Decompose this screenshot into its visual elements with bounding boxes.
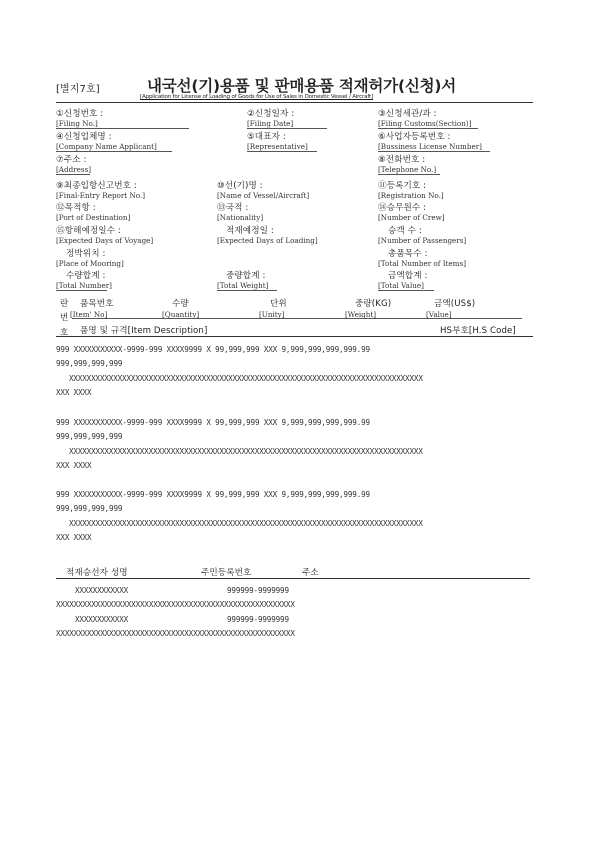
total-number-label: 수량합계 : — [66, 271, 106, 281]
filing-no-label-en: [Filing No.] — [56, 119, 98, 128]
total-items-label-en: [Total Number of Items] — [378, 259, 466, 268]
filing-date-label: ②신청일자 : — [247, 109, 295, 119]
underline — [378, 128, 478, 129]
mooring-label-en: [Place of Mooring] — [56, 259, 124, 268]
loader-address: XXXXXXXXXXXXXXXXXXXXXXXXXXXXXXXXXXXXXXXXXXXXXXXXXXXXXX — [56, 629, 295, 638]
row-line-2: 999,999,999,999 — [56, 504, 123, 513]
loader-header-rule — [56, 578, 530, 579]
col-value-header: 금액(US$) — [434, 299, 476, 309]
loader-name-header: 적재승선자 성명 — [66, 568, 128, 578]
representative-label: ⑤대표자 : — [247, 132, 286, 142]
underline — [247, 151, 317, 152]
col-item-no-header-en: [Item' No] — [70, 310, 108, 319]
col-quantity-header-en: [Quantity] — [162, 310, 200, 319]
voyage-days-label: ⑮항해예정일수 : — [56, 226, 121, 236]
row-description: XXXXXXXXXXXXXXXXXXXXXXXXXXXXXXXXXXXXXXXXXXXXXXXXXXXXXXXXXXXXXXXXXXXXXXXXXXXXXXXX — [69, 374, 423, 383]
address-label: ⑦주소 : — [56, 155, 87, 165]
row-description: XXXXXXXXXXXXXXXXXXXXXXXXXXXXXXXXXXXXXXXXXXXXXXXXXXXXXXXXXXXXXXXXXXXXXXXXXXXXXXXX — [69, 447, 423, 456]
loader-id: 999999-9999999 — [227, 615, 289, 624]
underline — [247, 128, 327, 129]
col-unit-header-en: [Unity] — [259, 310, 285, 319]
page-subtitle: [Application for License of Loading of Goods for Use of Sales in Domestic Vessel / Aircraft] — [140, 94, 374, 100]
col-item-no-header: 품목번호 — [80, 299, 114, 309]
col-weight-header-en: [Weight] — [345, 310, 377, 319]
representative-label-en: [Representative] — [247, 142, 308, 151]
header-divider — [72, 318, 522, 319]
loader-id: 999999-9999999 — [227, 586, 289, 595]
total-number-label-en: [Total Number] — [56, 281, 112, 290]
col-ran-header: 란 — [60, 299, 69, 309]
underline — [56, 174, 90, 175]
table-header-bottom-rule — [56, 336, 533, 337]
final-entry-label-en: [Final-Entry Report No.] — [56, 191, 146, 200]
nationality-label-en: [Nationality] — [217, 213, 264, 222]
col-unit-header: 단위 — [270, 299, 287, 309]
registration-label-en: [Registration No.] — [378, 191, 444, 200]
underline — [378, 174, 440, 175]
row-line-2: 999,999,999,999 — [56, 432, 123, 441]
col-hs-header: HS부호[H.S Code] — [440, 326, 516, 336]
form-number: [별지7호] — [56, 84, 100, 95]
loader-address-header: 주소 — [302, 568, 319, 578]
company-label: ④신청업체명 : — [56, 132, 112, 142]
underline — [56, 128, 189, 129]
row-line-1: 999 XXXXXXXXXXX-9999-999 XXXX9999 X 99,999,999 XXX 9,999,999,999,999.99 — [56, 345, 370, 354]
underline — [378, 151, 490, 152]
loader-id-header: 주민등록번호 — [201, 568, 252, 578]
page-title: 내국선(기)용품 및 판매용품 적재허가(신청)서 — [147, 77, 457, 95]
final-entry-label: ⑨최종입항신고번호 : — [56, 181, 137, 191]
loader-name: XXXXXXXXXXXX — [75, 586, 129, 595]
nationality-label: ⑬국적 : — [217, 203, 249, 213]
telephone-label: ⑧전화번호 : — [378, 155, 426, 165]
address-label-en: [Address] — [56, 165, 92, 174]
total-value-label-en: [Total Value] — [378, 281, 424, 290]
col-description-header: 품명 및 규격[Item Description] — [80, 326, 208, 336]
vessel-name-label: ⑩선(기)명 : — [217, 181, 263, 191]
title-divider — [56, 102, 533, 103]
row-line-1: 999 XXXXXXXXXXX-9999-999 XXXX9999 X 99,999,999 XXX 9,999,999,999,999.99 — [56, 418, 370, 427]
total-value-label: 금액합계 : — [388, 271, 428, 281]
row-hs-code: XXX XXXX — [56, 388, 92, 397]
crew-label-en: [Number of Crew] — [378, 213, 445, 222]
underline — [378, 290, 434, 291]
row-hs-code: XXX XXXX — [56, 461, 92, 470]
filing-date-label-en: [Filing Date] — [247, 119, 294, 128]
vessel-name-label-en: [Name of Vessel/Aircraft] — [217, 191, 310, 200]
passengers-label-en: [Number of Passengers] — [378, 236, 467, 245]
row-line-2: 999,999,999,999 — [56, 359, 123, 368]
loading-days-label: 적재예정일 : — [226, 226, 274, 236]
total-weight-label: 중량합계 : — [226, 271, 266, 281]
loader-name: XXXXXXXXXXXX — [75, 615, 129, 624]
row-hs-code: XXX XXXX — [56, 533, 92, 542]
underline — [217, 290, 277, 291]
loader-address: XXXXXXXXXXXXXXXXXXXXXXXXXXXXXXXXXXXXXXXXXXXXXXXXXXXXXX — [56, 600, 295, 609]
row-line-1: 999 XXXXXXXXXXX-9999-999 XXXX9999 X 99,999,999 XXX 9,999,999,999,999.99 — [56, 490, 370, 499]
col-weight-header: 중량(KG) — [355, 299, 392, 309]
col-ho-header: 호 — [60, 328, 69, 338]
col-beon-header: 번 — [60, 313, 69, 323]
voyage-days-label-en: [Expected Days of Voyage] — [56, 236, 154, 245]
underline — [56, 290, 107, 291]
col-value-header-en: [Value] — [426, 310, 452, 319]
mooring-label: 정박위치 : — [66, 249, 106, 259]
customs-label: ③신청세관/과 : — [378, 109, 437, 119]
row-description: XXXXXXXXXXXXXXXXXXXXXXXXXXXXXXXXXXXXXXXXXXXXXXXXXXXXXXXXXXXXXXXXXXXXXXXXXXXXXXXX — [69, 519, 423, 528]
total-items-label: 총품목수 : — [388, 249, 428, 259]
business-no-label-en: [Bussiness License Number] — [378, 142, 482, 151]
underline — [56, 151, 172, 152]
crew-label: ⑭승무원수 : — [378, 203, 427, 213]
loading-days-label-en: [Expected Days of Loading] — [217, 236, 318, 245]
business-no-label: ⑥사업자등록번호 : — [378, 132, 451, 142]
destination-label: ⑫목적항 : — [56, 203, 96, 213]
telephone-label-en: [Telephone No.] — [378, 165, 437, 174]
filing-no-label: ①신청번호 : — [56, 109, 104, 119]
company-label-en: [Company Name Applicant] — [56, 142, 157, 151]
destination-label-en: [Port of Destination] — [56, 213, 131, 222]
customs-label-en: [Filing Customs(Section)] — [378, 119, 472, 128]
registration-label: ⑪등록기호 : — [378, 181, 427, 191]
passengers-label: 승객 수 : — [388, 226, 422, 236]
total-weight-label-en: [Total Weight] — [217, 281, 269, 290]
col-quantity-header: 수량 — [172, 299, 189, 309]
